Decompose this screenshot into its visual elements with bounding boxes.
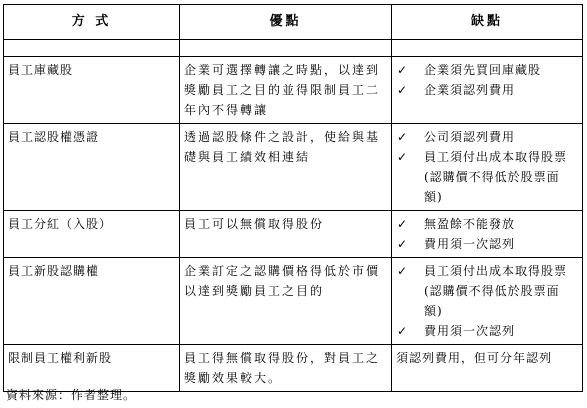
table-row [4, 211, 583, 258]
table-row [4, 345, 583, 392]
cons-list [396, 60, 578, 100]
method-cell: 員工認股權憑證 [4, 124, 180, 211]
header-cons: 缺點 [392, 5, 583, 40]
cons-list [396, 127, 578, 207]
cons-cell [392, 57, 583, 124]
spacer-cell [392, 40, 583, 57]
pros-cell: 員工得無償取得股份，對員工之獎勵效果較大。 [180, 345, 392, 392]
table-row [4, 124, 583, 211]
method-cell: 限制員工權利新股 [4, 345, 180, 392]
cons-cell [392, 211, 583, 258]
cons-item: ✓ 公司須認列費用 [396, 127, 578, 147]
cons-item: ✓ 員工須付出成本取得股票(認購價不得低於股票面額) [396, 147, 578, 207]
comparison-table [3, 4, 583, 392]
cons-item: ✓ 企業須先買回庫藏股 [396, 60, 578, 80]
pros-cell: 透過認股條件之設計，使給與基礎與員工績效相連結 [180, 124, 392, 211]
cons-item: ✓ 無盈餘不能發放 [396, 214, 578, 234]
spacer-row [4, 40, 583, 57]
cons-item: ✓ 費用須一次認列 [396, 234, 578, 254]
cons-item: ✓ 員工須付出成本取得股票(認購價不得低於股票面額) [396, 261, 578, 321]
pros-cell: 企業可選擇轉讓之時點，以達到獎勵員工之目的並得限制員工二年內不得轉讓 [180, 57, 392, 124]
cons-cell [392, 258, 583, 345]
source-note: 資料來源：作者整理。 [6, 388, 137, 402]
table-row [4, 258, 583, 345]
cons-item: ✓ 費用須一次認列 [396, 321, 578, 341]
cons-list [396, 214, 578, 254]
cons-item: ✓ 企業須認列費用 [396, 80, 578, 100]
pros-cell: 員工可以無償取得股份 [180, 211, 392, 258]
cons-list [396, 261, 578, 341]
header-pros: 優點 [180, 5, 392, 40]
method-cell: 員工分紅（入股） [4, 211, 180, 258]
spacer-cell [4, 40, 180, 57]
cons-cell: 須認列費用，但可分年認列 [392, 345, 583, 392]
method-cell: 員工新股認購權 [4, 258, 180, 345]
header-method: 方 式 [4, 5, 180, 40]
header-row [4, 5, 583, 40]
spacer-cell [180, 40, 392, 57]
pros-cell: 企業訂定之認購價格得低於市價以達到獎勵員工之目的 [180, 258, 392, 345]
table-row [4, 57, 583, 124]
cons-cell [392, 124, 583, 211]
method-cell: 員工庫藏股 [4, 57, 180, 124]
